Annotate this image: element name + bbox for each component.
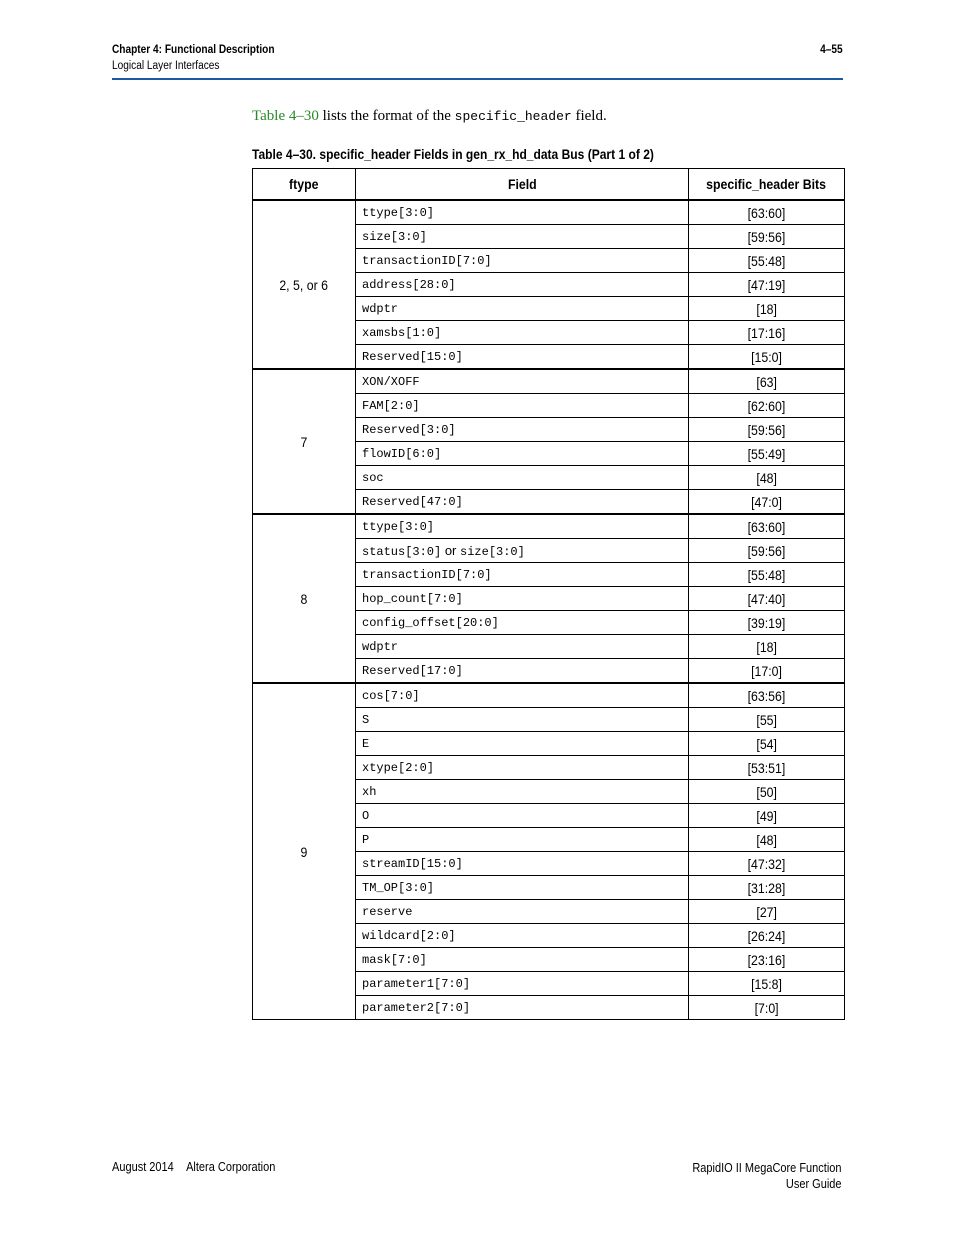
column-header-bits: specific_header Bits (689, 169, 845, 201)
bits-cell: [47:40] (689, 587, 845, 611)
table-row (253, 200, 845, 225)
bits-cell: [63:56] (689, 683, 845, 708)
bits-cell: [31:28] (689, 876, 845, 900)
field-cell: P (356, 828, 689, 852)
bits-cell: [55:48] (689, 249, 845, 273)
bits-cell: [53:51] (689, 756, 845, 780)
bits-cell: [55:48] (689, 563, 845, 587)
bits-cell: [63:60] (689, 514, 845, 539)
field-cell: mask[7:0] (356, 948, 689, 972)
bits-cell: [7:0] (689, 996, 845, 1020)
bits-cell: [63:60] (689, 200, 845, 225)
field-cell: wdptr (356, 297, 689, 321)
footer-left (112, 1160, 275, 1174)
field-cell: wildcard[2:0] (356, 924, 689, 948)
field-cell: parameter2[7:0] (356, 996, 689, 1020)
intro-text-before: lists the format of the (318, 108, 455, 124)
field-cell: config_offset[20:0] (356, 611, 689, 635)
field-cell: E (356, 732, 689, 756)
bits-cell: [47:19] (689, 273, 845, 297)
bits-cell: [49] (689, 804, 845, 828)
chapter-title: Chapter 4: Functional Description (112, 44, 275, 56)
section-title: Logical Layer Interfaces (112, 60, 220, 72)
bits-cell: [48] (689, 466, 845, 490)
page-number: 4–55 (820, 44, 843, 56)
field-cell: ttype[3:0] (356, 514, 689, 539)
field-cell: transactionID[7:0] (356, 563, 689, 587)
bits-cell: [59:56] (689, 418, 845, 442)
intro-text-after: field. (571, 108, 607, 124)
field-cell: parameter1[7:0] (356, 972, 689, 996)
field-cell: ttype[3:0] (356, 200, 689, 225)
bits-cell: [23:16] (689, 948, 845, 972)
bits-cell: [47:0] (689, 490, 845, 515)
bits-cell: [59:56] (689, 539, 845, 563)
field-cell: size[3:0] (356, 225, 689, 249)
field-cell: wdptr (356, 635, 689, 659)
bits-cell: [26:24] (689, 924, 845, 948)
field-cell: XON/XOFF (356, 369, 689, 394)
field-cell: S (356, 708, 689, 732)
intro-code: specific_header (454, 109, 572, 124)
footer-date: August 2014 (112, 1160, 174, 1174)
specific-header-table (252, 168, 845, 1020)
bits-cell: [55] (689, 708, 845, 732)
bits-cell: [48] (689, 828, 845, 852)
field-cell: Reserved[15:0] (356, 345, 689, 370)
bits-cell: [62:60] (689, 394, 845, 418)
table-row (253, 683, 845, 708)
ftype-cell: 9 (253, 683, 356, 1020)
bits-cell: [39:19] (689, 611, 845, 635)
field-cell: soc (356, 466, 689, 490)
bits-cell: [18] (689, 297, 845, 321)
field-cell: TM_OP[3:0] (356, 876, 689, 900)
footer-product: RapidIO II MegaCore Function (692, 1161, 842, 1175)
field-cell: O (356, 804, 689, 828)
bits-cell: [15:0] (689, 345, 845, 370)
table-row (253, 514, 845, 539)
bits-cell: [63] (689, 369, 845, 394)
column-header-ftype: ftype (253, 169, 356, 201)
bits-cell: [54] (689, 732, 845, 756)
ftype-cell: 7 (253, 369, 356, 514)
page-header (112, 42, 843, 80)
field-cell: streamID[15:0] (356, 852, 689, 876)
table-body (253, 200, 845, 1020)
bits-cell: [55:49] (689, 442, 845, 466)
field-cell: transactionID[7:0] (356, 249, 689, 273)
field-cell: address[28:0] (356, 273, 689, 297)
ftype-cell: 2, 5, or 6 (253, 200, 356, 369)
bits-cell: [17:16] (689, 321, 845, 345)
bits-cell: [50] (689, 780, 845, 804)
column-header-field: Field (356, 169, 689, 201)
bits-cell: [15:8] (689, 972, 845, 996)
table-caption: Table 4–30. specific_header Fields in gen_rx_hd_data Bus (Part 1 of 2) (252, 146, 654, 162)
field-cell: xtype[2:0] (356, 756, 689, 780)
field-cell: Reserved[17:0] (356, 659, 689, 684)
field-cell: flowID[6:0] (356, 442, 689, 466)
field-cell: hop_count[7:0] (356, 587, 689, 611)
footer-doc: User Guide (786, 1177, 842, 1191)
field-cell: reserve (356, 900, 689, 924)
ftype-cell: 8 (253, 514, 356, 683)
table-row (253, 369, 845, 394)
bits-cell: [18] (689, 635, 845, 659)
field-cell: Reserved[3:0] (356, 418, 689, 442)
bits-cell: [17:0] (689, 659, 845, 684)
field-cell: cos[7:0] (356, 683, 689, 708)
footer-right (693, 1160, 842, 1192)
footer-company: Altera Corporation (186, 1160, 276, 1174)
intro-paragraph (252, 108, 607, 125)
bits-cell: [59:56] (689, 225, 845, 249)
field-cell: xamsbs[1:0] (356, 321, 689, 345)
table-header-row (253, 169, 845, 201)
field-cell: status[3:0] or size[3:0] (356, 539, 689, 563)
field-cell: FAM[2:0] (356, 394, 689, 418)
field-cell: Reserved[47:0] (356, 490, 689, 515)
field-cell: xh (356, 780, 689, 804)
bits-cell: [47:32] (689, 852, 845, 876)
bits-cell: [27] (689, 900, 845, 924)
table-reference-link[interactable]: Table 4–30 (252, 108, 319, 124)
